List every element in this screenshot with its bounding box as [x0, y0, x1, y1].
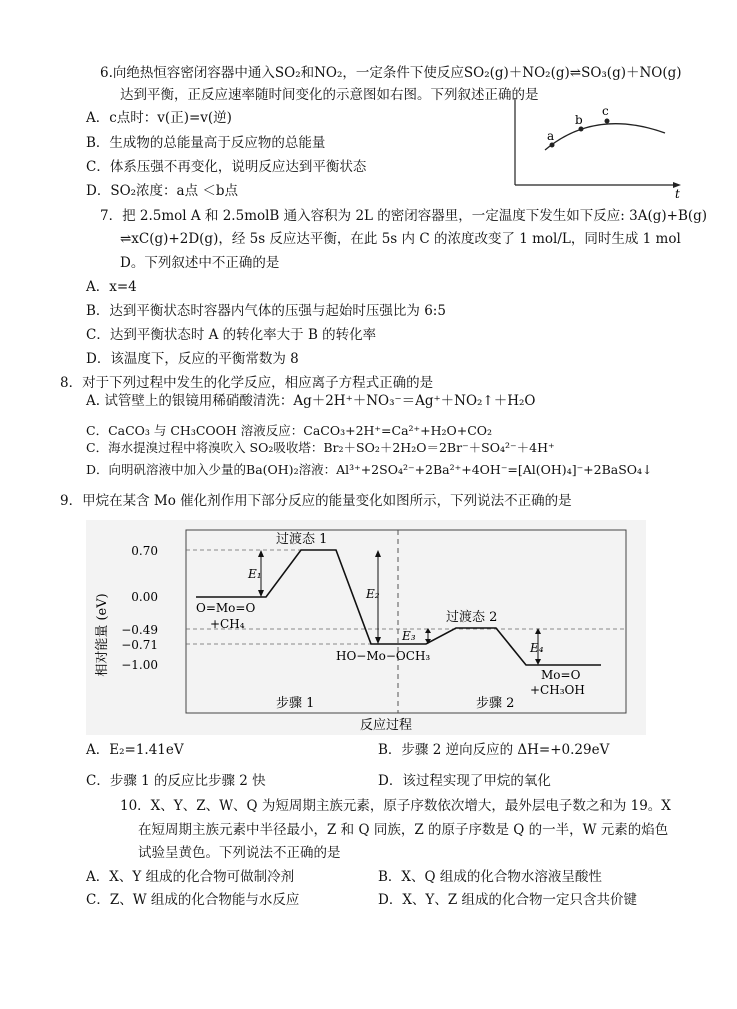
q8-option-a: A. 试管壁上的银镜用稀硝酸清洗：Ag＋2H⁺＋NO₃⁻＝Ag⁺＋NO₂↑＋H₂O	[86, 393, 536, 409]
q9-diagram-background	[86, 520, 646, 735]
q9-tick-049: −0.49	[121, 623, 158, 637]
q7-option-b: B．达到平衡状态时容器内气体的压强与起始时压强比为 6:5	[86, 303, 446, 319]
q10-option-a: A．X、Y 组成的化合物可做制冷剂	[86, 869, 295, 885]
q9-e4-label: E₄	[530, 641, 544, 655]
q6-label-b: b	[575, 113, 583, 127]
q6-option-d: D．SO₂浓度：a点 ＜b点	[86, 183, 239, 199]
q9-step2-label: 步骤 2	[476, 696, 515, 711]
q6-point-a	[550, 143, 555, 148]
q9-tick-000: 0.00	[131, 590, 158, 604]
q8-stem: 8．对于下列过程中发生的化学反应，相应离子方程式正确的是	[60, 375, 434, 391]
q6-rate-curve	[545, 124, 665, 150]
q10-stem-line2: 在短周期主族元素中半径最小，Z 和 Q 同族，Z 的原子序数是 Q 的一半，W 元素的焰色	[138, 822, 669, 838]
q7-option-d: D．该温度下，反应的平衡常数为 8	[86, 351, 299, 367]
q10-option-c: C．Z、W 组成的化合物能与水反应	[86, 892, 300, 908]
q9-product-line2: +CH₃OH	[530, 683, 585, 697]
q9-e2-label: E₂	[366, 587, 380, 601]
q7-stem-line2: ⇌xC(g)+2D(g)，经 5s 反应达平衡，在此 5s 内 C 的浓度改变了 1 mol/L，同时生成 1 mol	[120, 231, 681, 247]
q9-e3-label: E₃	[402, 629, 416, 643]
q6-stem-line1: 6.向绝热恒容密闭容器中通入SO₂和NO₂，一定条件下使反应SO₂(g)＋NO₂(g)⇌SO₃(g)＋NO(g)	[100, 65, 682, 81]
q9-option-d: D．该过程实现了甲烷的氧化	[378, 773, 551, 789]
q9-reactant-line2: +CH₄	[210, 617, 245, 631]
q6-label-t: t	[675, 187, 680, 198]
q9-stem: 9．甲烷在某含 Mo 催化剂作用下部分反应的能量变化如图所示，下列说法不正确的是	[60, 493, 572, 509]
q8-option-c1: C．CaCO₃ 与 CH₃COOH 溶液反应：CaCO₃+2H⁺=Ca²⁺+H₂O+CO₂	[86, 423, 493, 438]
q6-option-a: A．c点时：v(正)=v(逆)	[86, 110, 232, 126]
q9-reactant-line1: O=Mo=O	[196, 601, 256, 615]
q10-option-d: D．X、Y、Z 组成的化合物一定只含共价键	[378, 892, 638, 908]
q9-tick-071: −0.71	[121, 638, 158, 652]
q6-label-a: a	[547, 129, 555, 143]
q10-option-b: B．X、Q 组成的化合物水溶液呈酸性	[378, 869, 602, 885]
q8-option-d: D．向明矾溶液中加入少量的Ba(OH)₂溶液：Al³⁺+2SO₄²⁻+2Ba²⁺+4OH⁻=[Al(OH)₄]⁻+2BaSO₄↓	[86, 462, 653, 477]
q9-product-line1: Mo=O	[541, 668, 581, 682]
q9-ylabel: 相对能量 (eV)	[95, 593, 110, 677]
q9-energy-diagram	[86, 520, 646, 735]
q6-option-b: B．生成物的总能量高于反应物的总能量	[86, 135, 326, 151]
q6-stem-line2: 达到平衡，正反应速率随时间变化的示意图如右图。下列叙述正确的是	[120, 87, 539, 103]
q7-stem-line1: 7．把 2.5mol A 和 2.5molB 通入容积为 2L 的密闭容器里，一定温度下发生如下反应: 3A(g)+B(g)	[100, 208, 708, 224]
q8-option-c2: C．海水提溴过程中将溴吹入 SO₂吸收塔：Br₂＋SO₂＋2H₂O＝2Br⁻＋SO₄²⁻＋4H⁺	[86, 440, 555, 455]
q9-xlabel: 反应过程	[359, 718, 413, 733]
q9-step1-label: 步骤 1	[276, 696, 315, 711]
q9-option-a: A．E₂=1.41eV	[86, 742, 184, 758]
q10-stem-line3: 试验呈黄色。下列说法不正确的是	[138, 845, 341, 861]
q9-e1-label: E₁	[248, 567, 262, 581]
q6-rate-time-graph	[505, 88, 685, 198]
q6-point-b	[579, 127, 584, 132]
q7-option-c: C．达到平衡状态时 A 的转化率大于 B 的转化率	[86, 327, 377, 343]
q9-ts2-label: 过渡态 2	[446, 610, 498, 625]
q9-option-b: B．步骤 2 逆向反应的 ΔH=+0.29eV	[378, 742, 610, 758]
q9-intermediate-label: HO−Mo−OCH₃	[336, 649, 431, 663]
q6-label-c: c	[602, 104, 609, 118]
q7-option-a: A．x=4	[86, 279, 137, 295]
q10-stem-line1: 10．X、Y、Z、W、Q 为短周期主族元素，原子序数依次增大，最外层电子数之和为 19。X	[120, 798, 671, 814]
q9-tick-070: 0.70	[131, 544, 158, 558]
q9-ts1-label: 过渡态 1	[276, 532, 328, 547]
q6-point-c	[605, 119, 610, 124]
q9-option-c: C．步骤 1 的反应比步骤 2 快	[86, 773, 266, 789]
q9-tick-100: −1.00	[121, 658, 158, 672]
q6-option-c: C．体系压强不再变化，说明反应达到平衡状态	[86, 159, 367, 175]
q7-stem-line3: D。下列叙述中不正确的是	[120, 255, 280, 271]
